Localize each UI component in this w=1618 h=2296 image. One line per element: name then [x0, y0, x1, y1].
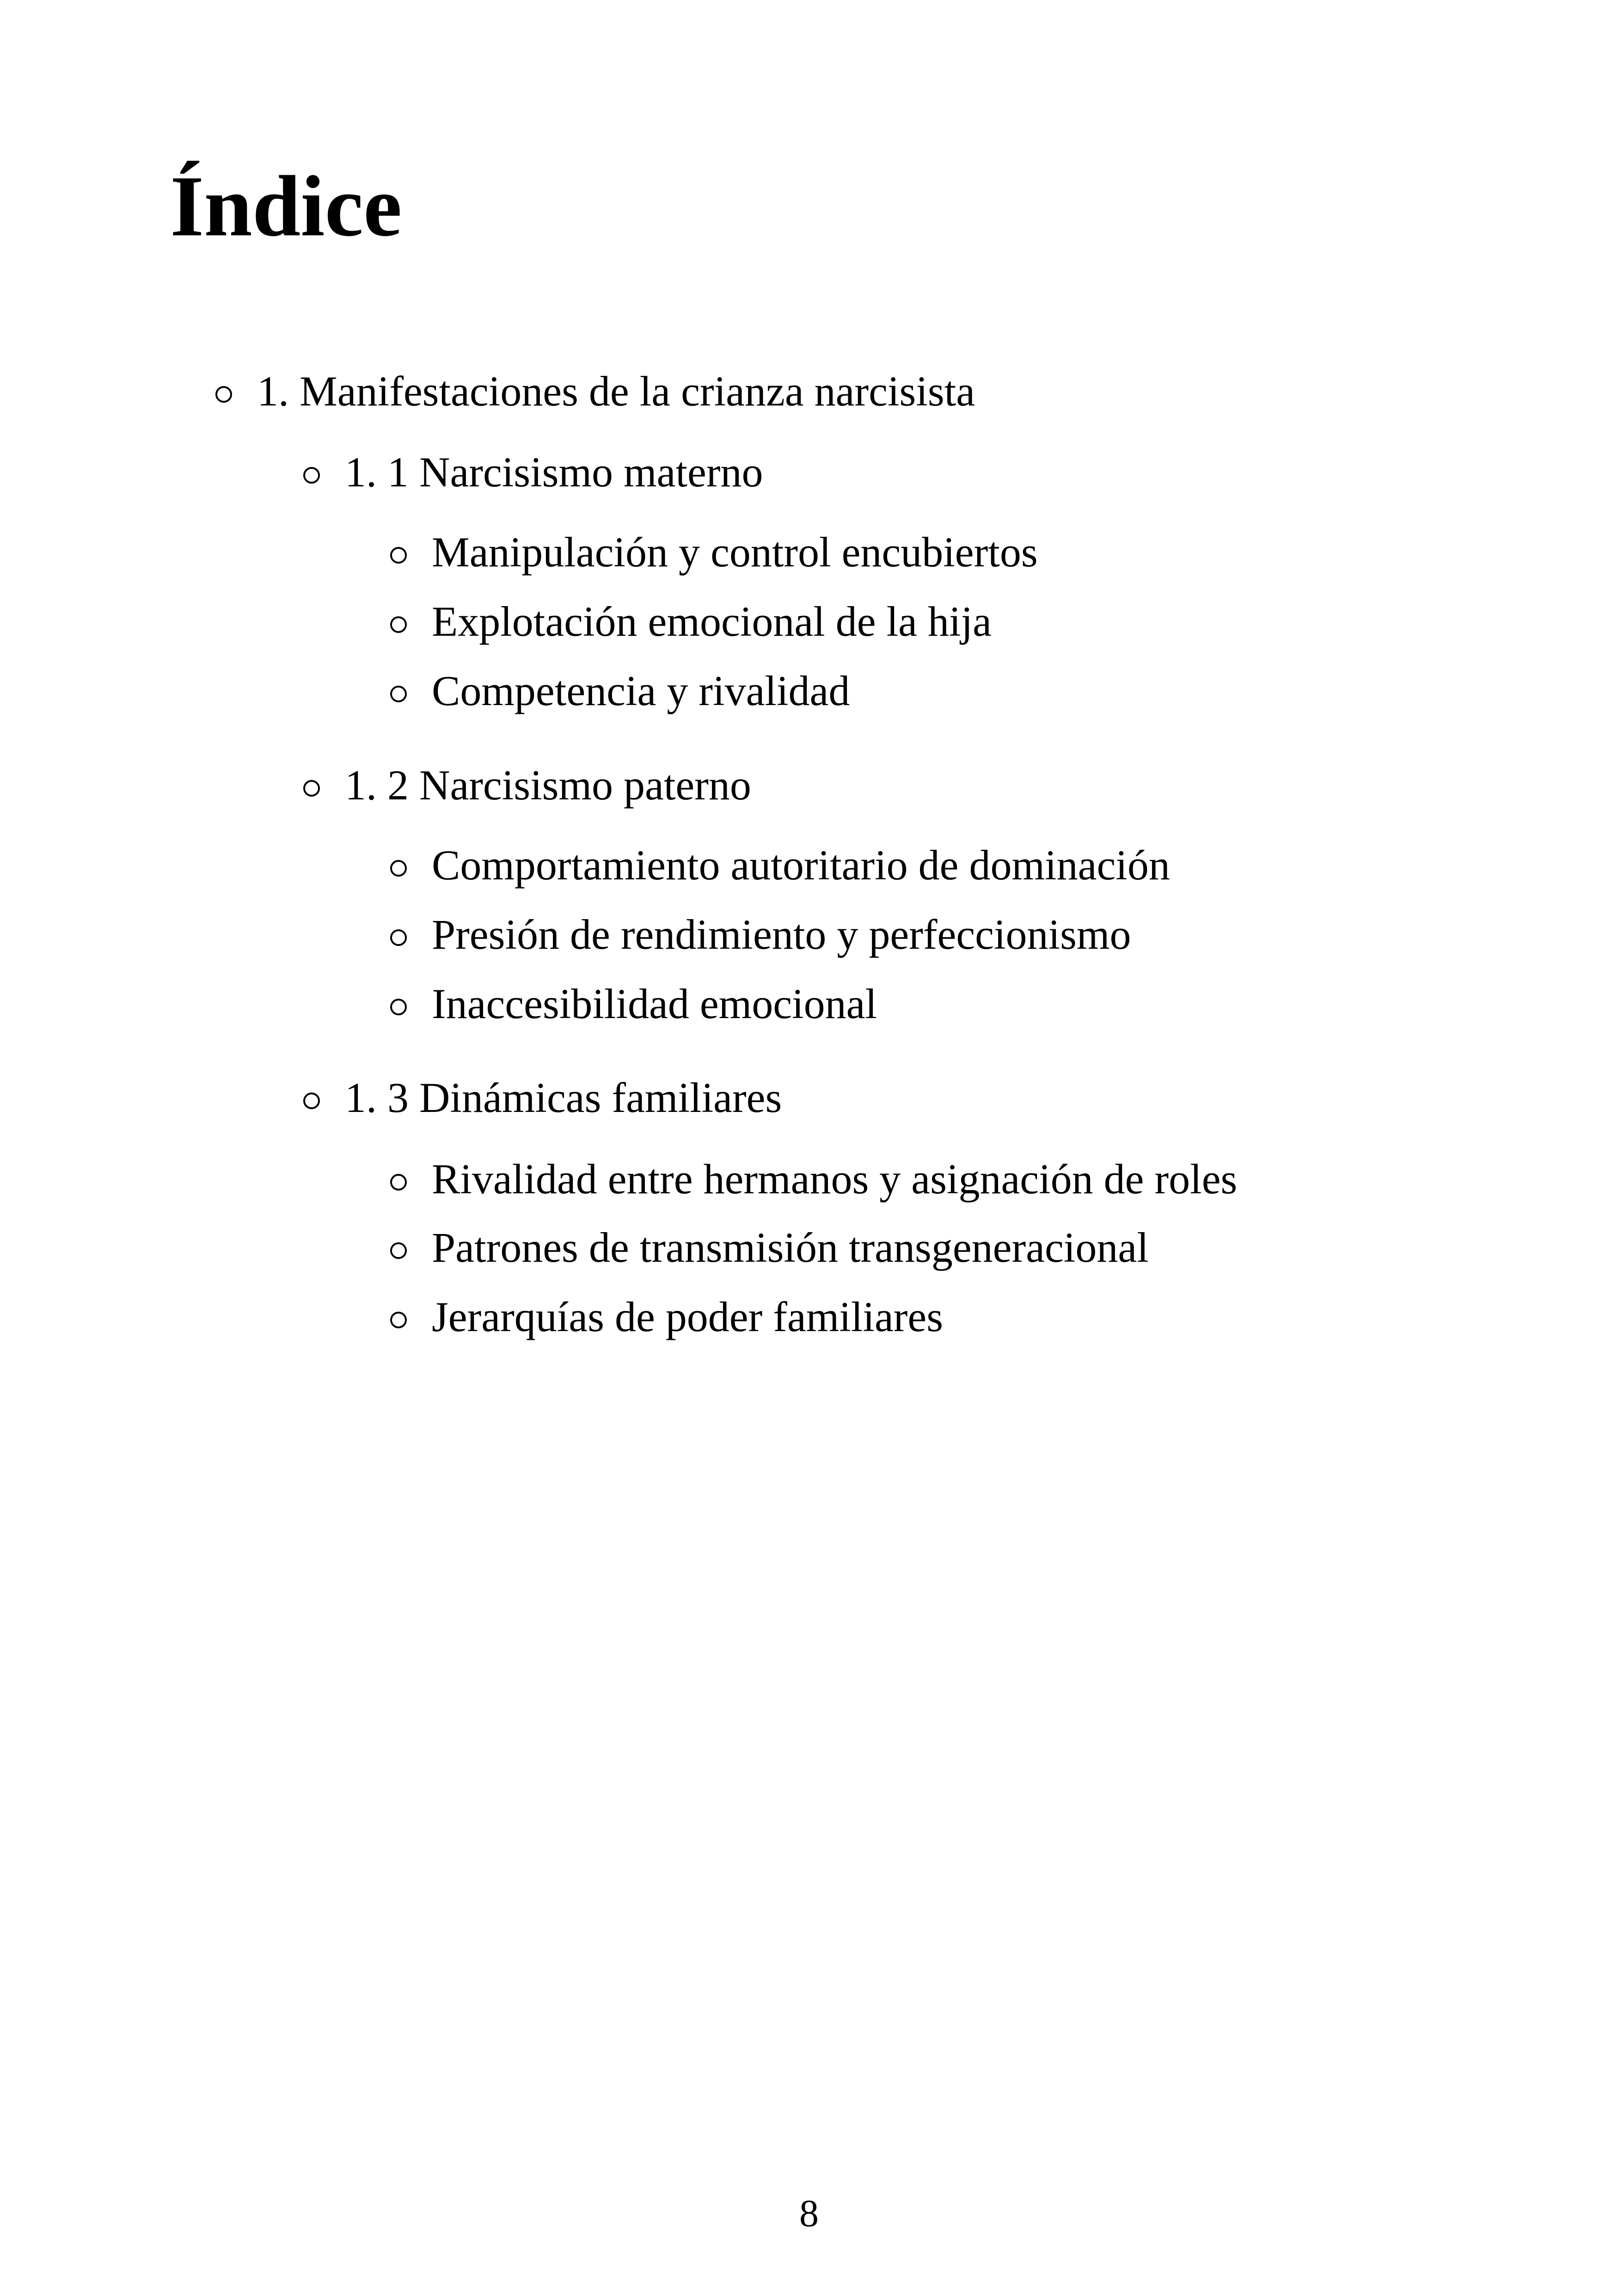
toc-item-label: Comportamiento autoritario de dominación — [432, 841, 1170, 889]
toc-item — [390, 982, 877, 1025]
toc-item-label: Jerarquías de poder familiares — [432, 1293, 944, 1340]
hollow-bullet-icon — [390, 1312, 407, 1328]
toc-item-label: Inaccesibilidad emocional — [432, 980, 877, 1027]
toc-item-label: Competencia y rivalidad — [432, 667, 850, 714]
toc-item-label: 1. 1 Narcisismo materno — [345, 448, 763, 496]
hollow-bullet-icon — [303, 467, 320, 484]
toc-item-label: 1. Manifestaciones de la crianza narcisista — [257, 368, 975, 415]
toc-item-label: Presión de rendimiento y perfeccionismo — [432, 911, 1131, 958]
hollow-bullet-icon — [303, 1093, 320, 1109]
toc-item-label: Patrones de transmisión transgeneracional — [432, 1224, 1149, 1271]
toc-item — [390, 1295, 943, 1338]
toc-item — [390, 1226, 1149, 1269]
toc-item-label: Rivalidad entre hermanos y asignación de roles — [432, 1155, 1238, 1203]
toc-item-label: Manipulación y control encubiertos — [432, 528, 1038, 576]
toc-item-label: 1. 2 Narcisismo paterno — [345, 761, 751, 809]
hollow-bullet-icon — [215, 386, 232, 403]
toc-item — [303, 1076, 782, 1119]
toc-item — [390, 669, 850, 712]
toc-item — [390, 841, 1170, 889]
hollow-bullet-icon — [390, 1242, 407, 1259]
toc-item — [303, 761, 751, 809]
toc-item-label: Explotación emocional de la hija — [432, 598, 992, 645]
page-number: 8 — [799, 2192, 819, 2235]
toc-item — [390, 913, 1131, 956]
hollow-bullet-icon — [303, 780, 320, 797]
page-title: Índice — [170, 158, 402, 254]
toc-item — [390, 528, 1038, 576]
hollow-bullet-icon — [390, 547, 407, 564]
toc-item — [303, 448, 763, 496]
toc-item-label: 1. 3 Dinámicas familiares — [345, 1074, 782, 1121]
hollow-bullet-icon — [390, 999, 407, 1015]
toc-item — [390, 600, 992, 643]
hollow-bullet-icon — [390, 616, 407, 633]
hollow-bullet-icon — [390, 860, 407, 877]
hollow-bullet-icon — [390, 686, 407, 702]
toc-item — [215, 368, 975, 415]
hollow-bullet-icon — [390, 929, 407, 946]
toc-item — [390, 1155, 1238, 1203]
hollow-bullet-icon — [390, 1174, 407, 1191]
